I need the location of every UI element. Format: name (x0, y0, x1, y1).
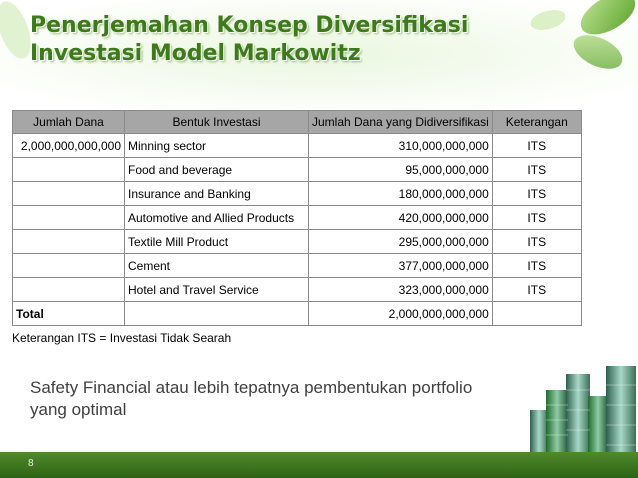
cell-jumlah: 2,000,000,000,000 (13, 134, 125, 158)
cell-bentuk: Automotive and Allied Products (125, 206, 309, 230)
cell-ket: ITS (492, 230, 581, 254)
slide-title-line2: Investasi Model Markowitz (30, 41, 361, 66)
cell-jumlah (13, 206, 125, 230)
header-jumlah-didiversifikasi: Jumlah Dana yang Didiversifikasi (309, 111, 493, 134)
slide-title-line1: Penerjemahan Konsep Diversifikasi (30, 13, 469, 38)
total-value: 2,000,000,000,000 (309, 302, 493, 326)
cell-ket: ITS (492, 206, 581, 230)
cell-dana: 95,000,000,000 (309, 158, 493, 182)
cell-dana: 323,000,000,000 (309, 278, 493, 302)
page-number: 8 (28, 458, 34, 469)
cell-jumlah (13, 158, 125, 182)
cell-bentuk: Hotel and Travel Service (125, 278, 309, 302)
total-label: Total (13, 302, 125, 326)
header-jumlah-dana: Jumlah Dana (13, 111, 125, 134)
table-row (13, 182, 582, 206)
cell-bentuk: Food and beverage (125, 158, 309, 182)
cell-jumlah (13, 230, 125, 254)
cell-ket: ITS (492, 278, 581, 302)
table-row (13, 254, 582, 278)
table-row (13, 134, 582, 158)
cell-ket: ITS (492, 134, 581, 158)
total-empty-cell (125, 302, 309, 326)
cell-ket: ITS (492, 182, 581, 206)
table-header-row (13, 111, 582, 134)
table-row (13, 206, 582, 230)
cell-bentuk: Minning sector (125, 134, 309, 158)
cell-jumlah (13, 278, 125, 302)
footer-bar (0, 452, 638, 478)
cell-jumlah (13, 182, 125, 206)
cell-ket: ITS (492, 158, 581, 182)
cell-dana: 180,000,000,000 (309, 182, 493, 206)
total-ket-cell (492, 302, 581, 326)
investment-table (12, 110, 582, 326)
body-text-line2: yang optimal (30, 400, 127, 419)
cell-bentuk: Insurance and Banking (125, 182, 309, 206)
cell-dana: 295,000,000,000 (309, 230, 493, 254)
cell-bentuk: Textile Mill Product (125, 230, 309, 254)
cell-ket: ITS (492, 254, 581, 278)
header-keterangan: Keterangan (492, 111, 581, 134)
header-bentuk-investasi: Bentuk Investasi (125, 111, 309, 134)
body-text (30, 377, 590, 421)
body-text-line1: Safety Financial atau lebih tepatnya pembentukan portfolio (30, 378, 473, 397)
table-row (13, 278, 582, 302)
slide-title (30, 12, 550, 68)
cell-jumlah (13, 254, 125, 278)
table-row (13, 158, 582, 182)
cell-dana: 420,000,000,000 (309, 206, 493, 230)
cell-bentuk: Cement (125, 254, 309, 278)
table-total-row (13, 302, 582, 326)
cell-dana: 310,000,000,000 (309, 134, 493, 158)
table-row (13, 230, 582, 254)
table-note: Keterangan ITS = Investasi Tidak Searah (12, 331, 232, 345)
cell-dana: 377,000,000,000 (309, 254, 493, 278)
